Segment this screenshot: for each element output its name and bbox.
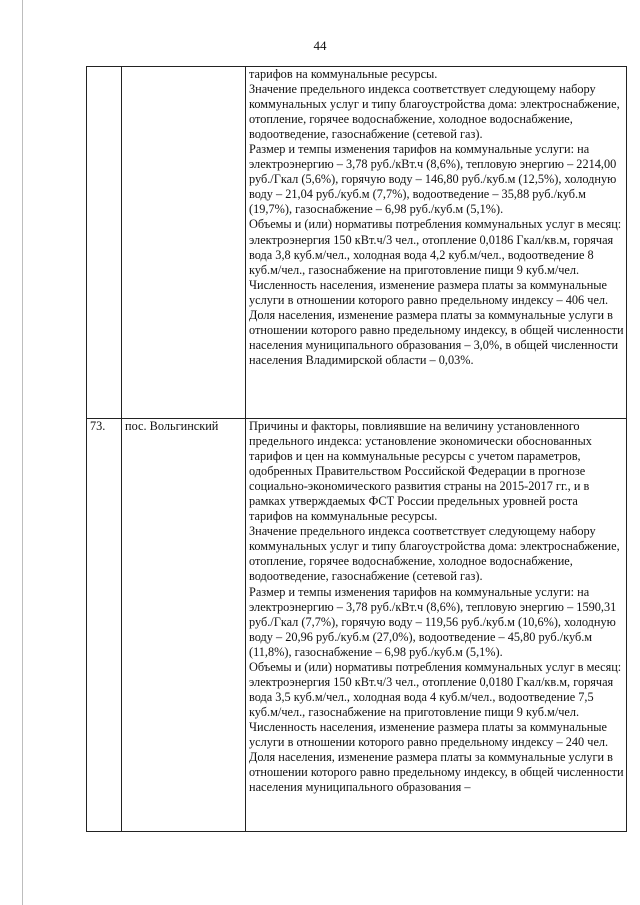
paragraph: Объемы и (или) нормативы потребления коммунальных услуг в месяц: электроэнергия 150 кВт.ч/3 чел., отопление 0,0186 Гкал/кв.м, горячая вода 3,8 куб.м/чел., холодная вода 4,2 куб.м/чел., водоотведение 8 куб.м/чел., газоснабжение на приготовление пищи 9 куб.м/чел. xyxy=(249,217,622,277)
description-cell xyxy=(246,419,627,832)
paragraph: Значение предельного индекса соответствует следующему набору коммунальных услуг и типу благоустройства дома: электроснабжение, отопление, горячее водоснабжение, холодное водоснабжение, водоотведение, газоснабжение (сетевой газ). xyxy=(249,524,620,584)
paragraph: Доля населения, изменение размера платы за коммунальные услуги в отношении которого равно предельному индексу, в общей численности населения муниципального образования – 3,0%, в общей численности населения Владимирской области – 0,03%. xyxy=(249,307,624,367)
description-cell xyxy=(246,67,627,419)
row-number-cell xyxy=(87,67,122,419)
page-number: 44 xyxy=(313,38,327,53)
paragraph: Значение предельного индекса соответствует следующему набору коммунальных услуг и типу благоустройства дома: электроснабжение, отопление, горячее водоснабжение, холодное водоснабжение, водоотведение, газоснабжение (сетевой газ). xyxy=(249,82,620,142)
scan-edge-line xyxy=(22,0,23,905)
paragraph: Размер и темпы изменения тарифов на коммунальные услуги: на электроэнергию – 3,78 руб./кВт.ч (8,6%), тепловую энергию – 2214,00 руб./Гкал (5,6%), горячую воду – 146,80 руб./куб.м (12,5%), холодную воду – 21,04 руб./куб.м (7,7%), водоотведение – 35,88 руб./куб.м (19,7%), газоснабжение – 6,98 руб./куб.м (5,1%). xyxy=(249,142,617,217)
paragraph: Объемы и (или) нормативы потребления коммунальных услуг в месяц: электроэнергия 150 кВт.ч/3 чел., отопление 0,0180 Гкал/кв.м, горячая вода 3,5 куб.м/чел., холодная вода 4 куб.м/чел., водоотведение 7,5 куб.м/чел., газоснабжение на приготовление пищи 9 куб.м/чел. xyxy=(249,659,622,719)
paragraph: Доля населения, изменение размера платы за коммунальные услуги в отношении которого равно предельному индексу, в общей численности населения муниципального образования – xyxy=(249,750,624,795)
paragraph: тарифов на коммунальные ресурсы. xyxy=(249,67,438,81)
settlement-name-cell: пос. Вольгинский xyxy=(122,419,246,832)
tariff-table xyxy=(86,66,627,832)
paragraph: Численность населения, изменение размера платы за коммунальные услуги в отношении которого равно предельному индексу – 406 чел. xyxy=(249,277,609,307)
table-row xyxy=(87,67,627,419)
paragraph: Причины и факторы, повлиявшие на величину установленного предельного индекса: установление экономически обоснованных тарифов и цен на коммунальные ресурсы с учетом параметров, одобренных Правительством Российской Федерации в прогнозе социально-экономического развития страны на 2015-2017 гг., и в рамках утверждаемых ФСТ России предельных уровней роста тарифов на коммунальные ресурсы. xyxy=(249,419,592,524)
settlement-name-cell xyxy=(122,67,246,419)
row-number-cell: 73. xyxy=(87,419,122,832)
paragraph: Численность населения, изменение размера платы за коммунальные услуги в отношении которого равно предельному индексу – 240 чел. xyxy=(249,719,609,749)
table-row xyxy=(87,419,627,832)
paragraph: Размер и темпы изменения тарифов на коммунальные услуги: на электроэнергию – 3,78 руб./кВт.ч (8,6%), тепловую энергию – 1590,31 руб./Гкал (7,7%), горячую воду – 119,56 руб./куб.м (10,6%), холодную воду – 20,96 руб./куб.м (27,0%), водоотведение – 45,80 руб./куб.м (11,8%), газоснабжение – 6,98 руб./куб.м (5,1%). xyxy=(249,584,617,659)
